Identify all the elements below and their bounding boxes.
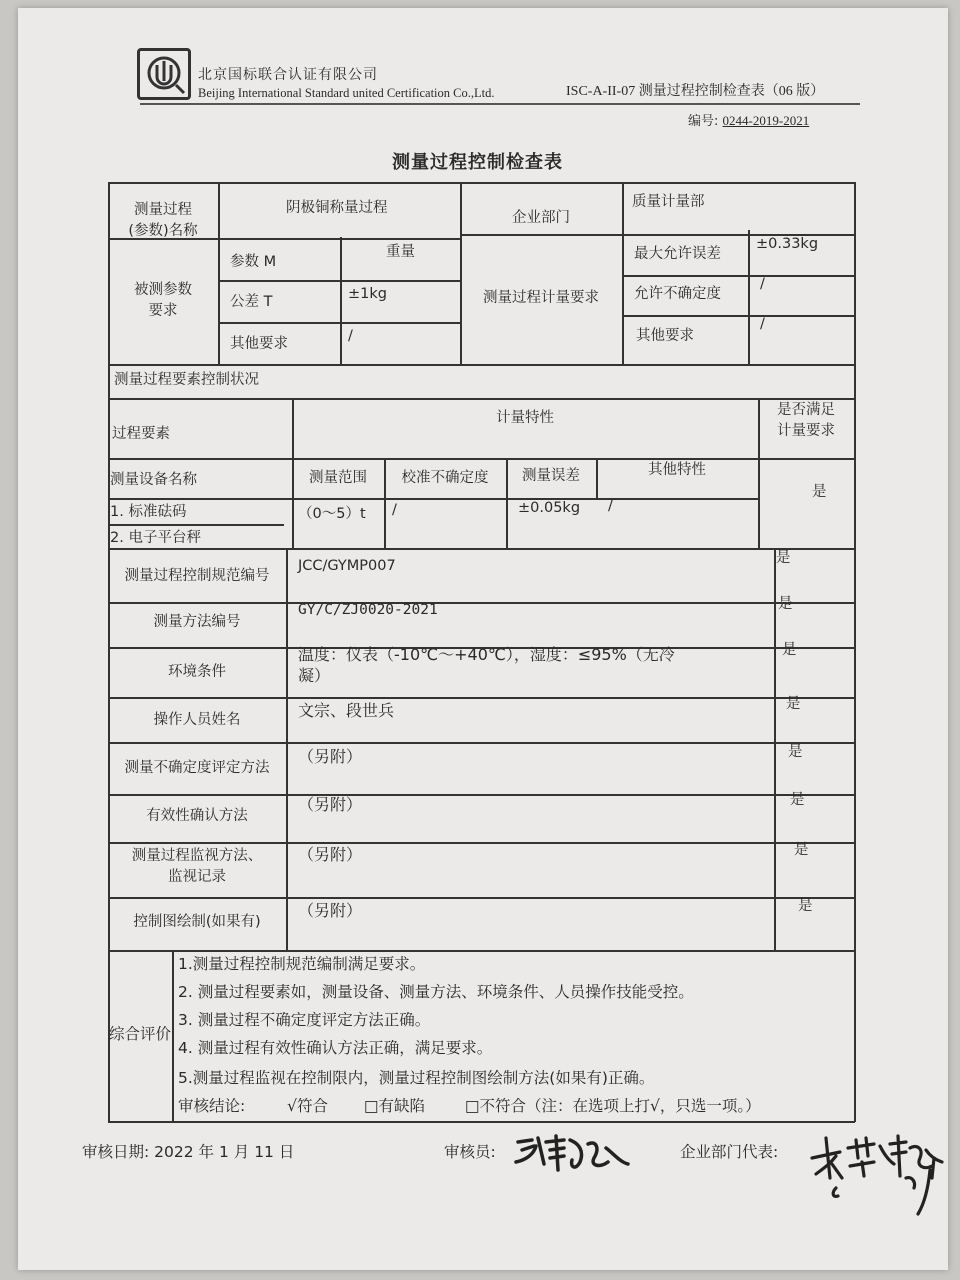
conclusion-label: 审核结论: bbox=[178, 1097, 246, 1115]
grid-line bbox=[108, 794, 855, 796]
other-req2-value: / bbox=[760, 316, 765, 332]
grid-line bbox=[622, 315, 855, 317]
date-label: 审核日期: bbox=[82, 1143, 150, 1161]
form-code: ISC-A-II-07 测量过程控制检查表（06 版） bbox=[566, 84, 825, 99]
company-name-cn: 北京国标联合认证有限公司 bbox=[198, 67, 378, 83]
dept-value: 质量计量部 bbox=[632, 194, 705, 210]
cal-value: / bbox=[392, 502, 397, 518]
row-label: 测量过程监视方法、 监视记录 bbox=[131, 848, 263, 885]
rep-label: 企业部门代表: bbox=[680, 1143, 779, 1161]
audit-conclusion bbox=[178, 1096, 761, 1117]
checklist-table bbox=[100, 182, 862, 1122]
option-nonconforming: □不符合（注：在选项上打√，只选一项。） bbox=[464, 1097, 761, 1115]
document-title: 测量过程控制检查表 bbox=[392, 152, 563, 173]
evaluation-item: 1.测量过程控制规范编制满足要求。 bbox=[178, 955, 426, 973]
tolerance-value: ±1kg bbox=[348, 286, 387, 302]
device-1: 1. 标准砝码 bbox=[110, 504, 187, 520]
row-label: 测量过程控制规范编号 bbox=[124, 568, 270, 584]
other-req-label: 其他要求 bbox=[230, 336, 288, 352]
row-meets-req: 是 bbox=[776, 550, 791, 566]
auditor-signature bbox=[510, 1128, 630, 1176]
col-range: 测量范围 bbox=[309, 470, 367, 486]
evaluation-item: 5.测量过程监视在控制限内，测量过程控制图绘制方法(如果有)正确。 bbox=[178, 1069, 655, 1087]
serial-label: 编号: bbox=[688, 114, 719, 129]
grid-line bbox=[172, 950, 174, 1122]
grid-line bbox=[218, 322, 460, 324]
dept-label: 企业部门 bbox=[512, 210, 570, 226]
serial-value: 0244-2019-2021 bbox=[722, 113, 810, 128]
grid-line bbox=[622, 275, 855, 277]
row-value: （另附） bbox=[298, 845, 363, 864]
logo-emblem-icon bbox=[140, 51, 188, 97]
header-rule bbox=[140, 103, 860, 105]
other-req2-label: 其他要求 bbox=[636, 328, 694, 344]
max-error-value: ±0.33kg bbox=[756, 236, 819, 252]
row-meets-req: 是 bbox=[794, 842, 809, 858]
row-value: JCC/GYMP007 bbox=[298, 558, 396, 574]
grid-line bbox=[108, 364, 855, 366]
row-meets-req: 是 bbox=[786, 696, 801, 712]
row-label: 环境条件 bbox=[168, 664, 226, 680]
table-border bbox=[108, 182, 110, 1122]
grid-line bbox=[774, 548, 776, 950]
grid-line bbox=[108, 524, 284, 526]
grid-line bbox=[108, 742, 855, 744]
row-value: GY/C/ZJ0020-2021 bbox=[298, 602, 438, 618]
col-other-feature: 其他特性 bbox=[648, 462, 706, 478]
param-value: 重量 bbox=[386, 244, 415, 260]
evaluation-item: 3. 测量过程不确定度评定方法正确。 bbox=[178, 1011, 431, 1029]
tolerance-label: 公差 T bbox=[230, 294, 273, 310]
device-2: 2. 电子平台秤 bbox=[110, 530, 201, 546]
row-value: （另附） bbox=[298, 901, 363, 920]
evaluation-label: 综合评价 bbox=[108, 1025, 171, 1043]
param-label: 参数 M bbox=[230, 254, 277, 270]
grid-line bbox=[622, 182, 624, 365]
row-value: 温度：仪表（-10℃～+40℃），湿度：≤95%（无冷 凝） bbox=[298, 645, 675, 685]
uncertainty-label: 允许不确定度 bbox=[634, 286, 721, 302]
col-device-name: 测量设备名称 bbox=[110, 472, 197, 488]
process-label: 测量过程 (参数)名称 bbox=[128, 202, 198, 239]
row-meets-req: 是 bbox=[790, 792, 805, 808]
date-value: 2022 年 1 月 11 日 bbox=[154, 1143, 295, 1161]
table-border bbox=[854, 182, 856, 1122]
row-value: （另附） bbox=[298, 747, 363, 766]
row-value: （另附） bbox=[298, 795, 363, 814]
section-title: 测量过程要素控制状况 bbox=[114, 372, 259, 388]
grid-line bbox=[108, 602, 855, 604]
range-value: （0～5）t bbox=[298, 506, 366, 522]
row-meets-req: 是 bbox=[788, 744, 803, 760]
row-label: 操作人员姓名 bbox=[153, 712, 241, 728]
grid-line bbox=[108, 697, 855, 699]
row-meets-req: 是 bbox=[782, 642, 797, 658]
max-error-label: 最大允许误差 bbox=[634, 246, 721, 262]
grid-line bbox=[108, 897, 855, 899]
grid-line bbox=[108, 548, 855, 550]
company-logo bbox=[137, 48, 191, 100]
evaluation-item: 2. 测量过程要素如，测量设备、测量方法、环境条件、人员操作技能受控。 bbox=[178, 983, 694, 1001]
grid-line bbox=[218, 182, 220, 365]
evaluation-item: 4. 测量过程有效性确认方法正确，满足要求。 bbox=[178, 1039, 493, 1057]
table-border bbox=[108, 182, 855, 184]
other-feature-value: / bbox=[608, 498, 613, 514]
col-element: 过程要素 bbox=[112, 426, 170, 442]
grid-line bbox=[108, 498, 758, 500]
other-req-value: / bbox=[348, 328, 353, 344]
col-measure-error: 测量误差 bbox=[522, 468, 580, 484]
col-cal-uncertainty: 校准不确定度 bbox=[401, 470, 489, 486]
option-defect: □有缺陷 bbox=[363, 1097, 426, 1115]
row-label: 有效性确认方法 bbox=[146, 808, 248, 824]
option-conforming: √符合 bbox=[287, 1097, 328, 1115]
grid-line bbox=[108, 950, 855, 952]
error-value: ±0.05kg bbox=[518, 500, 581, 516]
grid-line bbox=[108, 842, 855, 844]
row-meets-req: 是 bbox=[778, 596, 793, 612]
row-label: 测量方法编号 bbox=[153, 614, 241, 630]
uncertainty-value: / bbox=[760, 276, 765, 292]
serial-number bbox=[688, 110, 809, 129]
row-label: 控制图绘制(如果有) bbox=[133, 914, 261, 930]
col-meets-req: 是否满足 计量要求 bbox=[777, 402, 835, 439]
grid-line bbox=[748, 230, 750, 365]
representative-signature bbox=[806, 1118, 956, 1218]
grid-line bbox=[218, 280, 460, 282]
col-metrology: 计量特性 bbox=[496, 410, 554, 426]
grid-line bbox=[340, 237, 342, 365]
grid-line bbox=[108, 398, 855, 400]
auditor-label: 审核员: bbox=[444, 1143, 496, 1161]
row-label: 测量不确定度评定方法 bbox=[124, 760, 270, 776]
table-border bbox=[108, 1121, 855, 1123]
row-meets-req: 是 bbox=[798, 898, 813, 914]
device-meets-req: 是 bbox=[812, 484, 827, 500]
grid-line bbox=[286, 548, 288, 950]
param-req-label: 被测参数 要求 bbox=[134, 282, 192, 319]
process-req-label: 测量过程计量要求 bbox=[483, 290, 599, 306]
audit-date bbox=[82, 1140, 294, 1162]
process-name: 阴极铜称量过程 bbox=[286, 200, 388, 216]
company-name-en: Beijing International Standard united Certification Co.,Ltd. bbox=[198, 86, 495, 100]
row-value: 文宗、段世兵 bbox=[298, 701, 395, 720]
